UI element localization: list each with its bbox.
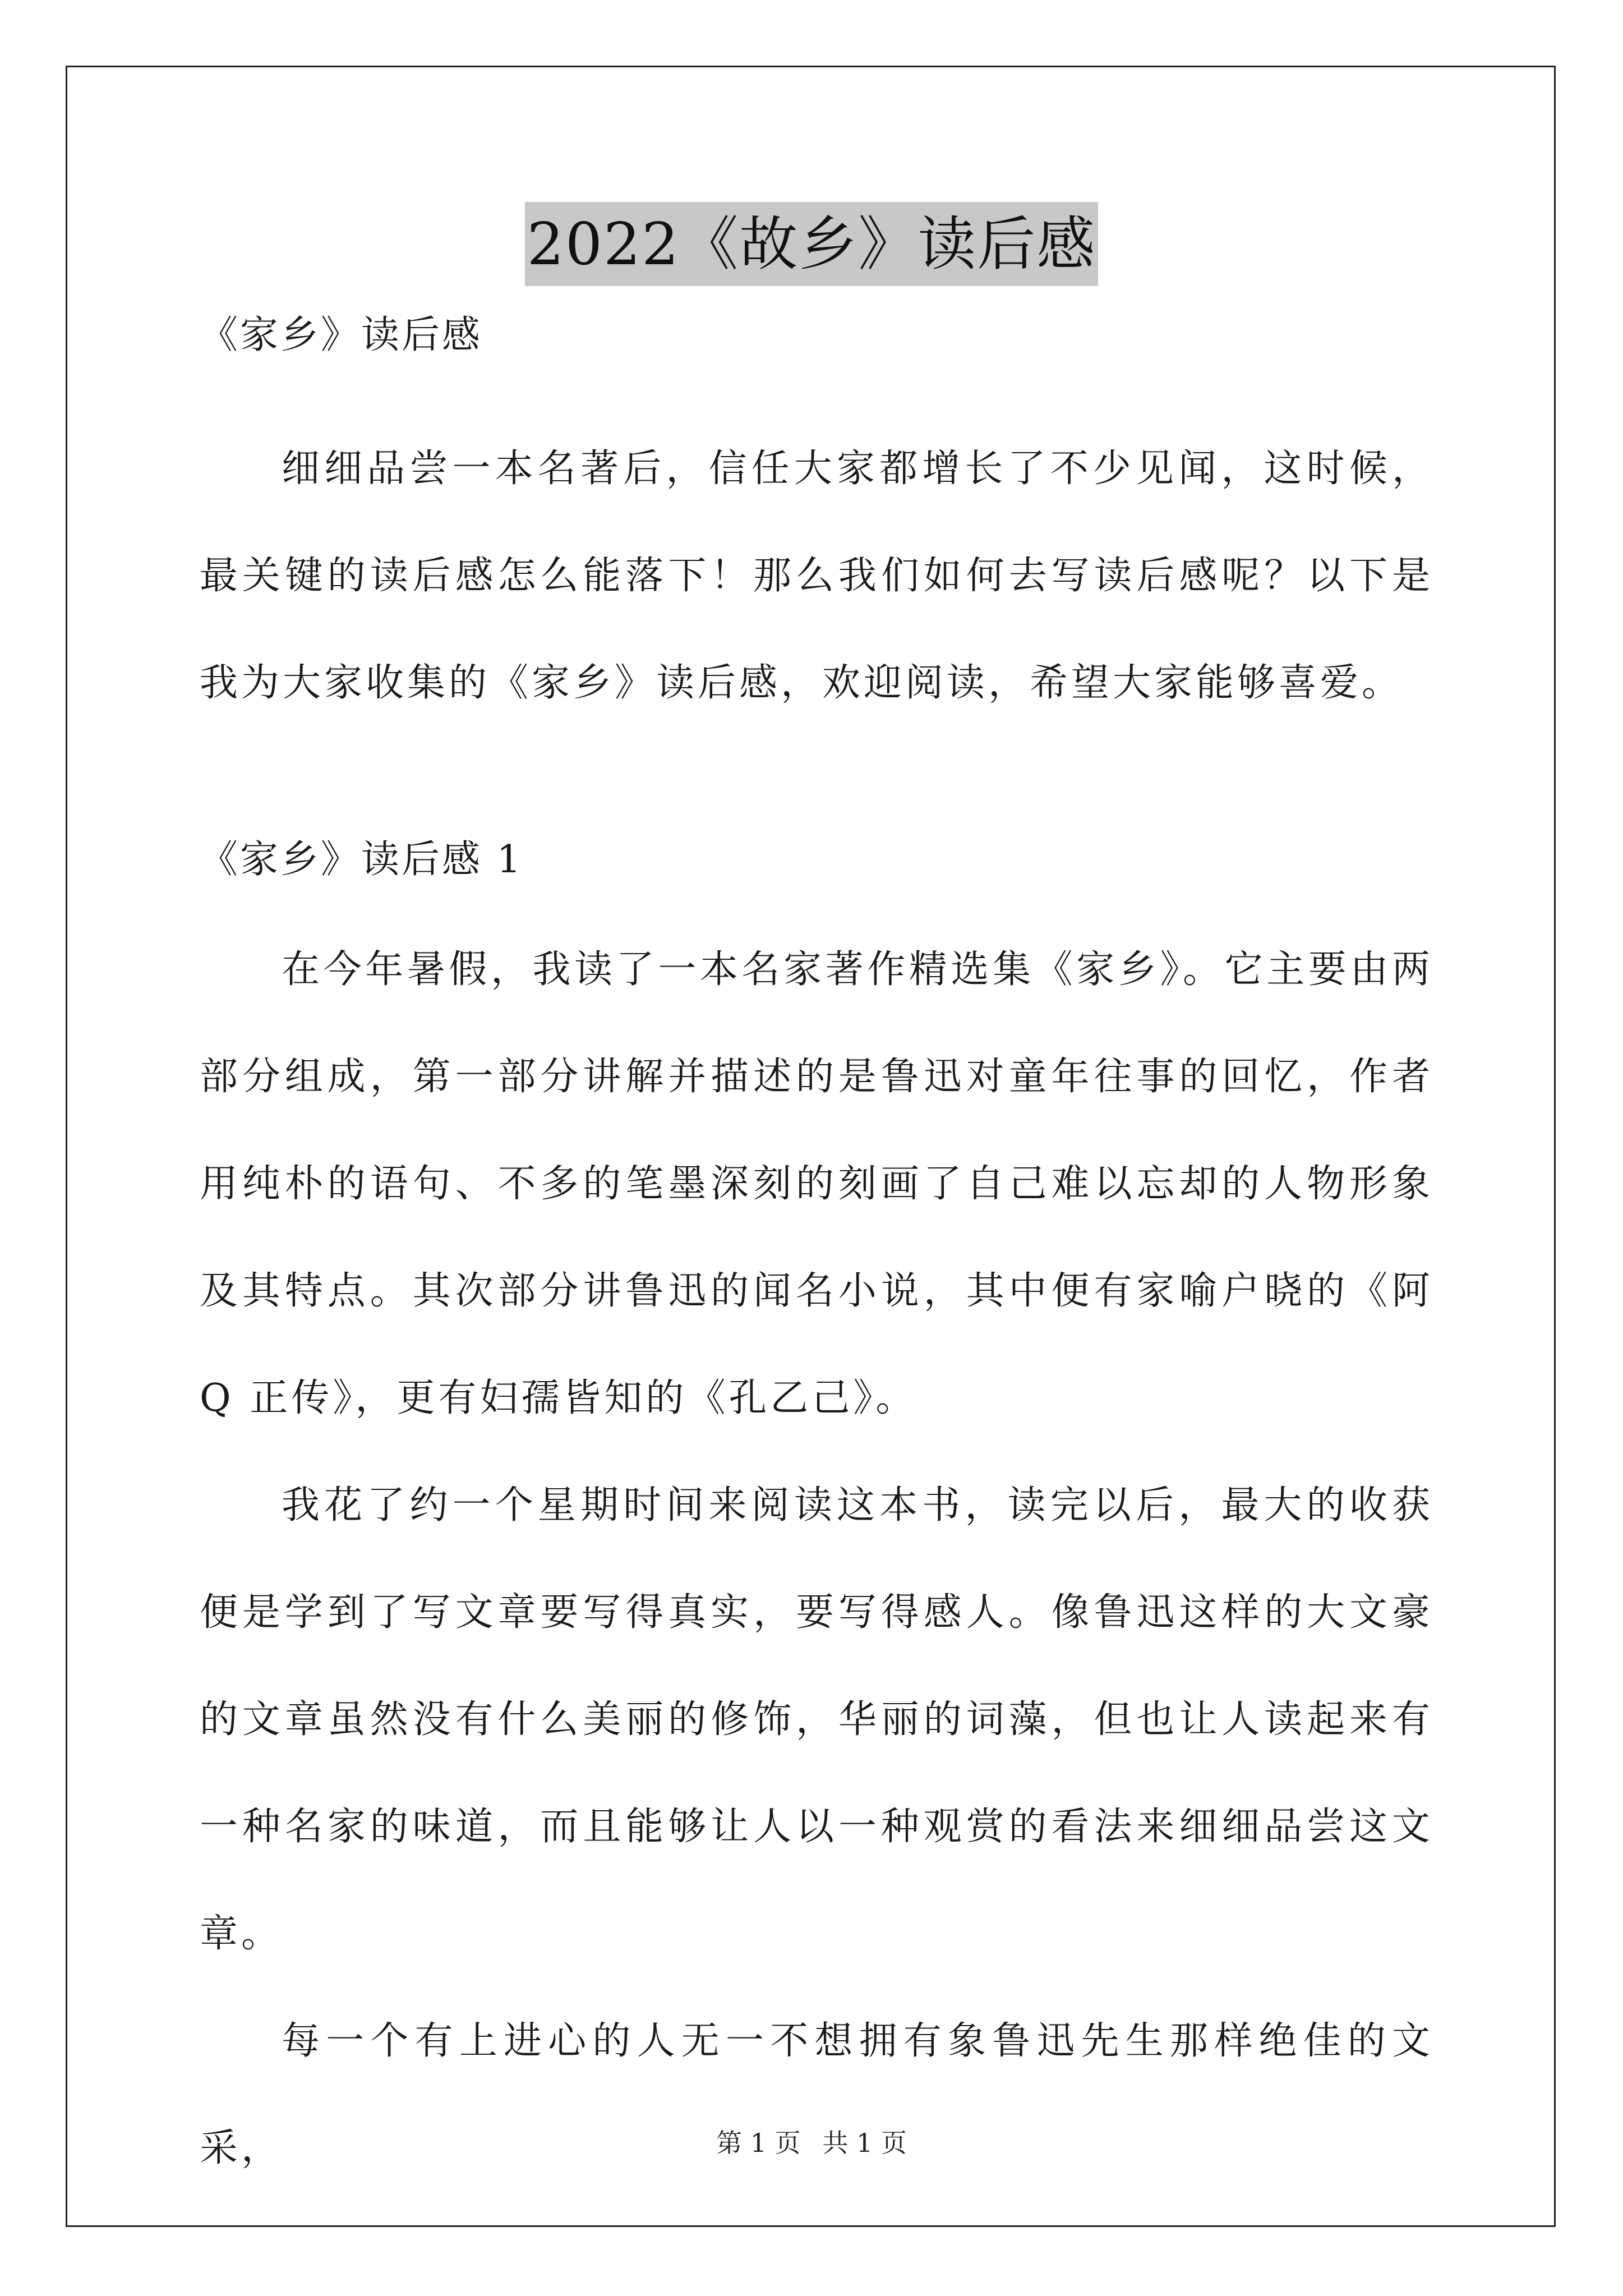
body-paragraph: 我花了约一个星期时间来阅读这本书，读完以后，最大的收获便是学到了写文章要写得真实，要写得感人。像鲁迅这样的大文豪的文章虽然没有什么美丽的修饰，华丽的词藻，但也让人读起来有一种名家的味道，而且能够让人以一种观赏的看法来细细品尝这文章。 <box>200 1483 1433 1956</box>
document-body <box>200 307 1433 2202</box>
title-container <box>0 202 1623 286</box>
body-paragraph: 每一个有上进心的人无一不想拥有象鲁迅先生那样绝佳的文采， <box>200 2019 1433 2170</box>
section-heading: 《家乡》读后感 1 <box>200 838 523 882</box>
body-paragraph: 在今年暑假，我读了一本名家著作精选集《家乡》。它主要由两部分组成，第一部分讲解并描述的是鲁迅对童年往事的回忆，作者用纯朴的语句、不多的笔墨深刻的刻画了自己难以忘却的人物形象及其特点。其次部分讲鲁迅的闻名小说，其中便有家喻户晓的《阿 Q 正传》，更有妇孺皆知的《孔乙己》。 <box>200 947 1433 1420</box>
page-total: 共 1 页 <box>822 2128 907 2158</box>
intro-heading: 《家乡》读后感 <box>200 313 483 357</box>
intro-paragraph: 细细品尝一本名著后，信任大家都增长了不少见闻，这时候，最关键的读后感怎么能落下！那么我们如何去写读后感呢？以下是我为大家收集的《家乡》读后感，欢迎阅读，希望大家能够喜爱。 <box>200 447 1433 705</box>
spacer <box>200 888 1433 916</box>
spacer <box>200 737 1433 832</box>
page-number: 第 1 页 <box>716 2128 801 2158</box>
spacer <box>200 364 1433 415</box>
page-footer <box>0 2126 1623 2160</box>
document-title: 2022《故乡》读后感 <box>525 202 1099 286</box>
